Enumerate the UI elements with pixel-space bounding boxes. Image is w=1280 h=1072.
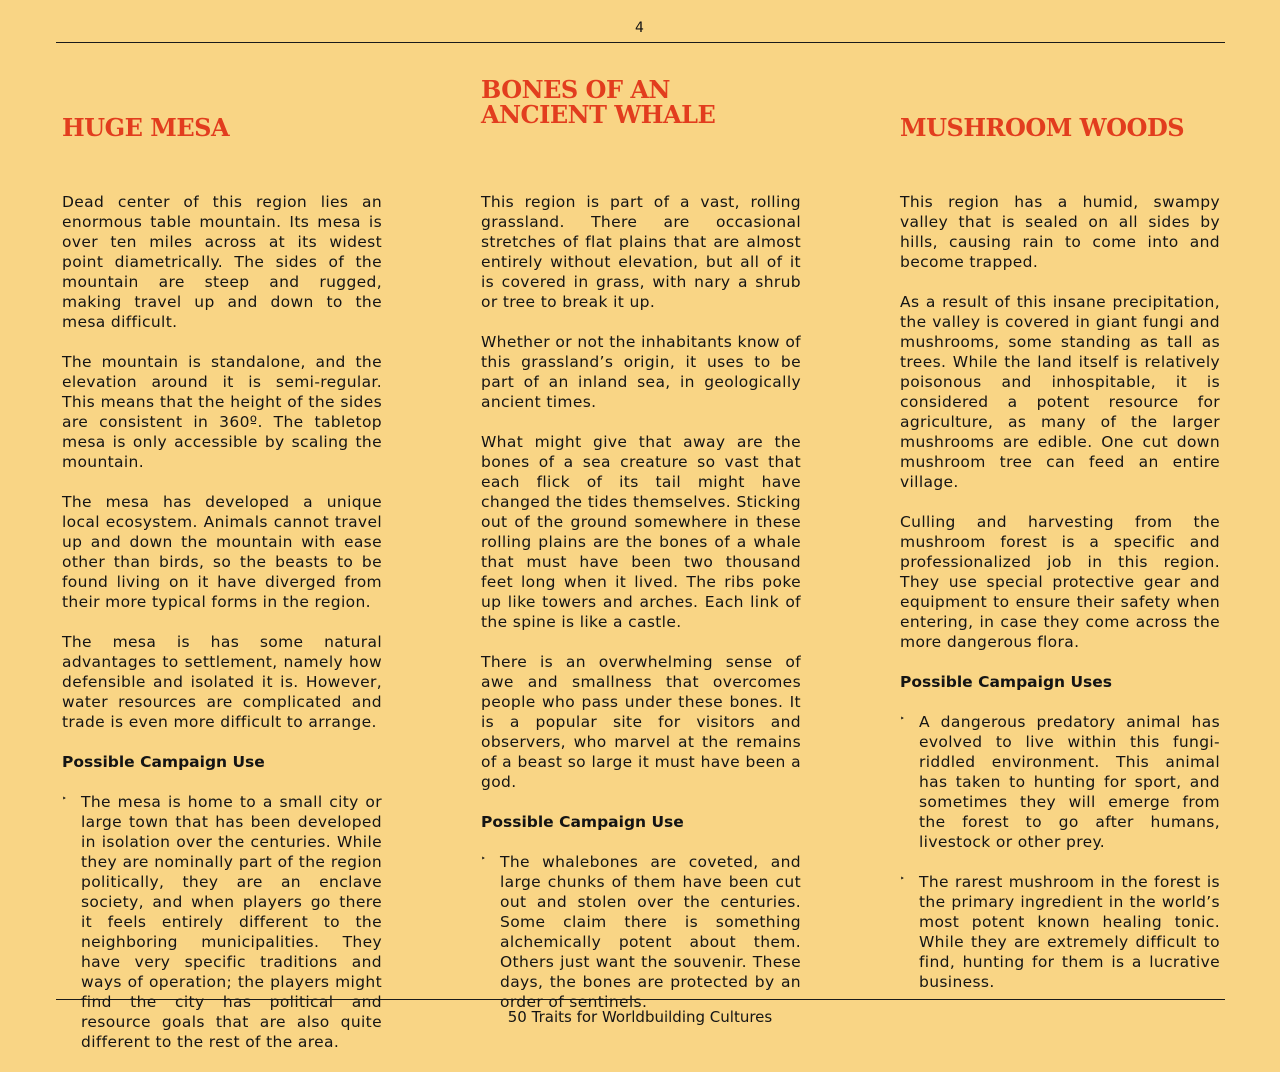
section-body [62,182,382,1052]
paragraph: There is an overwhelming sense of awe and smallness that overcomes people who pass under these bones. It is a popular site for visitors and observers, who marvel at the remains of a beast so large it must have been a god. [481,653,801,791]
column-mushroom-woods [900,72,1220,1012]
campaign-use-heading: Possible Campaign Use [481,813,684,831]
campaign-use-heading: Possible Campaign Use [62,753,265,771]
list-item-text: The rarest mushroom in the forest is the primary ingredient in the world’s most potent known healing tonic. While they are extremely difficult to find, hunting for them is a lucrative business. [919,873,1220,991]
page-number: 4 [635,20,645,36]
campaign-use-heading: Possible Campaign Uses [900,673,1113,691]
list-item-text: The whalebones are coveted, and large chunks of them have been cut out and stolen over the centuries. Some claim there is something alchemically potent about them. Others just want the souvenir. These days, the bones are protected by an order of sentinels. [500,853,801,1011]
list-item-text: A dangerous predatory animal has evolved to live within this fungi-riddled environment. This animal has taken to hunting for sport, and sometimes they will emerge from the forest to go after humans, livestock or other prey. [919,713,1220,851]
paragraph: Culling and harvesting from the mushroom forest is a specific and professionalized job in this region. They use special protective gear and equipment to ensure their safety when entering, in case they come across the more dangerous flora. [900,513,1220,651]
list-item [900,712,1220,852]
paragraph: Whether or not the inhabitants know of this grassland’s origin, it uses to be part of an inland sea, in geologically ancient times. [481,333,801,411]
column-huge-mesa [62,72,382,1072]
bullet-icon: ‣ [481,854,487,863]
section-heading: BONES OF AN ANCIENT WHALE [481,75,716,129]
section-heading: MUSHROOM WOODS [900,112,1185,142]
bullet-icon: ‣ [900,874,906,883]
paragraph: The mountain is standalone, and the elevation around it is semi-regular. This means that the height of the sides are consistent in 360º. The tabletop mesa is only accessible by scaling the mountain. [62,353,382,471]
list-item [481,852,801,1012]
bullet-icon: ‣ [900,714,906,723]
column-whale-bones [481,72,801,1032]
bullet-icon: ‣ [62,794,68,803]
paragraph: Dead center of this region lies an enormous table mountain. Its mesa is over ten miles across at its widest point diametrically. The sides of the mountain are steep and rugged, making travel up and down to the mesa difficult. [62,193,382,331]
list-item-text: The mesa is home to a small city or large town that has been developed in isolation over the centuries. While they are nominally part of the region politically, they are an enclave society, and when players go there it feels entirely different to the neighboring municipalities. They have very specific traditions and ways of operation; the players might find the city has political and resource goals that are also quite different to the rest of the area. [81,793,382,1051]
paragraph: What might give that away are the bones of a sea creature so vast that each flick of its tail might have changed the tides themselves. Sticking out of the ground somewhere in these rolling plains are the bones of a whale that must have been two thousand feet long when it lived. The ribs poke up like towers and arches. Each link of the spine is like a castle. [481,433,801,631]
paragraph: The mesa is has some natural advantages to settlement, namely how defensible and isolated it is. However, water resources are complicated and trade is even more difficult to arrange. [62,633,382,731]
list-item [900,872,1220,992]
paragraph: This region is part of a vast, rolling grassland. There are occasional stretches of flat plains that are almost entirely without elevation, but all of it is covered in grass, with nary a shrub or tree to break it up. [481,193,801,311]
footer-title: 50 Traits for Worldbuilding Cultures [507,1008,773,1026]
paragraph: As a result of this insane precipitation, the valley is covered in giant fungi and mushrooms, some standing as tall as trees. While the land itself is relatively poisonous and inhospitable, it is considered a potent resource for agriculture, as many of the larger mushrooms are edible. One cut down mushroom tree can feed an entire village. [900,293,1220,491]
bottom-divider [56,999,1225,1000]
section-body [900,182,1220,992]
section-heading: HUGE MESA [62,112,230,142]
paragraph: This region has a humid, swampy valley that is sealed on all sides by hills, causing rain to come into and become trapped. [900,193,1220,271]
section-body [481,182,801,1012]
paragraph: The mesa has developed a unique local ecosystem. Animals cannot travel up and down the mountain with ease other than birds, so the beasts to be found living on it have diverged from their more typical forms in the region. [62,493,382,611]
top-divider [56,42,1225,43]
